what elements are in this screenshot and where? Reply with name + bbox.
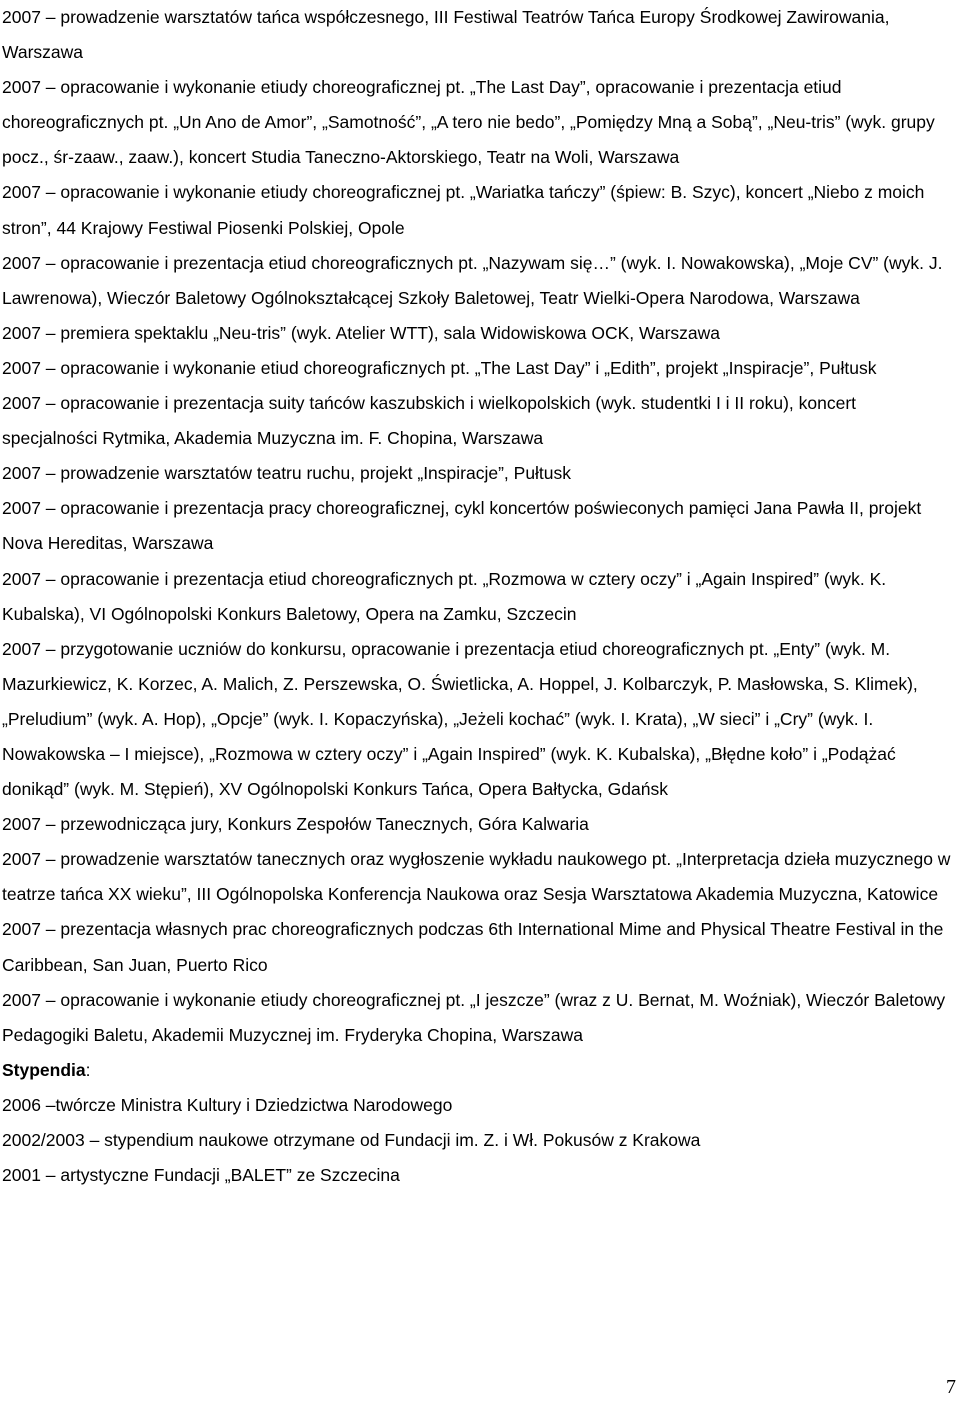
- entry-2007-nova-hereditas: 2007 – opracowanie i prezentacja pracy choreograficznej, cykl koncertów poświeconych pamięci Jana Pawła II, projekt Nova Hereditas, Warszawa: [2, 498, 922, 554]
- page-number: 7: [946, 1376, 956, 1398]
- entry-2007-puerto-rico-festival: 2007 – prezentacja własnych prac choreograficznych podczas 6th International Mime and Physical Theatre Festival in the Caribbean, San Juan, Puerto Rico: [2, 919, 944, 975]
- stypendium-2002-2003: 2002/2003 – stypendium naukowe otrzymane od Fundacji im. Z. i Wł. Pokusów z Krakowa: [2, 1130, 701, 1150]
- stypendia-heading: [2, 1053, 952, 1088]
- stypendium-2001: 2001 – artystyczne Fundacji „BALET” ze Szczecina: [2, 1165, 400, 1186]
- stypendium-2006: 2006 –twórcze Ministra Kultury i Dziedzictwa Narodowego: [2, 1094, 453, 1115]
- entry-2007-wariatka-tanczy-opole: 2007 – opracowanie i wykonanie etiudy choreograficznej pt. „Wariatka tańczy” (śpiew: B. Szyc), koncert „Niebo z moich stron”, 44 Krajowy Festiwal Piosenki Polskiej, Opole: [2, 182, 925, 238]
- entry-2007-the-last-day-pultusk: 2007 – opracowanie i wykonanie etiud choreograficznych pt. „The Last Day” i „Edith”, projekt „Inspiracje”, Pułtusk: [2, 357, 877, 378]
- entry-2007-jury-gora-kalwaria: 2007 – przewodnicząca jury, Konkurs Zespołów Tanecznych, Góra Kalwaria: [2, 814, 589, 835]
- entry-2007-kaszubskie-suite: 2007 – opracowanie i prezentacja suity tańców kaszubskich i wielkopolskich (wyk. studentki I i II roku), koncert specjalności Rytmika, Akademia Muzyczna im. F. Chopina, Warszawa: [2, 393, 857, 449]
- entry-2007-the-last-day-teatr-na-woli: 2007 – opracowanie i wykonanie etiudy choreograficznej pt. „The Last Day”, opracowanie i prezentacja etiud choreograficznych pt. „Un Ano de Amor”, „Samotność”, „A tero nie bedo”, „Pomiędzy Mną a Sobą”, „Neu-tris” (wyk. grupy pocz., śr-zaaw., zaaw.), koncert Studia Taneczno-Aktorskiego, Teatr na Woli, Warszawa: [2, 77, 935, 168]
- entry-2007-teatr-ruchu-pultusk: 2007 – prowadzenie warsztatów teatru ruchu, projekt „Inspiracje”, Pułtusk: [2, 463, 572, 484]
- entry-2007-opera-na-zamku: 2007 – opracowanie i prezentacja etiud choreograficznych pt. „Rozmowa w cztery oczy” i „Again Inspired” (wyk. K. Kubalska), VI Ogólnopolski Konkurs Baletowy, Opera na Zamku, Szczecin: [2, 568, 887, 624]
- entry-2007-nazywam-sie-teatr-wielki: 2007 – opracowanie i prezentacja etiud choreograficznych pt. „Nazywam się…” (wyk. I. Nowakowska), „Moje CV” (wyk. J. Lawrenowa), Wieczór Baletowy Ogólnokształcącej Szkoły Baletowej, Teatr Wielki-Opera Narodowa, Warszawa: [2, 252, 943, 308]
- entry-2007-opera-baltycka: 2007 – przygotowanie uczniów do konkursu, opracowanie i prezentacja etiud choreograficznych pt. „Enty” (wyk. M. Mazurkiewicz, K. Korzec, A. Malich, Z. Perszewska, O. Świetlicka, A. Hoppel, J. Kolbarczyk, P. Masłowska, S. Klimek), „Preludium” (wyk. A. Hop), „Opcje” (wyk. I. Kopaczyńska), „Jeżeli kochać” (wyk. I. Krata), „W sieci” i „Cry” (wyk. I. Nowakowska – I miejsce), „Rozmowa w cztery oczy” i „Again Inspired” (wyk. K. Kubalska), „Błędne koło” i „Podążać donikąd” (wyk. M. Stępień), XV Ogólnopolski Konkurs Tańca, Opera Bałtycka, Gdańsk: [2, 638, 918, 800]
- document-body: [2, 0, 952, 1193]
- stypendia-heading-text: Stypendia: [2, 1059, 86, 1080]
- entry-2007-katowice-conference: 2007 – prowadzenie warsztatów tanecznych oraz wygłoszenie wykładu naukowego pt. „Interpretacja dzieła muzycznego w teatrze tańca XX wieku”, III Ogólnopolska Konferencja Naukowa oraz Sesja Warsztatowa Akademia Muzyczna, Katowice: [2, 849, 951, 905]
- entry-2007-workshop-zawirowania: 2007 – prowadzenie warsztatów tańca współczesnego, III Festiwal Teatrów Tańca Europy Środkowej Zawirowania, Warszawa: [2, 7, 890, 63]
- entry-2007-i-jeszcze: 2007 – opracowanie i wykonanie etiudy choreograficznej pt. „I jeszcze” (wraz z U. Bernat, M. Woźniak), Wieczór Baletowy Pedagogiki Baletu, Akademii Muzycznej im. Fryderyka Chopina, Warszawa: [2, 989, 946, 1045]
- stypendia-heading-colon: :: [85, 1059, 91, 1080]
- entry-2007-neu-tris-premiere: 2007 – premiera spektaklu „Neu-tris” (wyk. Atelier WTT), sala Widowiskowa OCK, Warszawa: [2, 322, 721, 343]
